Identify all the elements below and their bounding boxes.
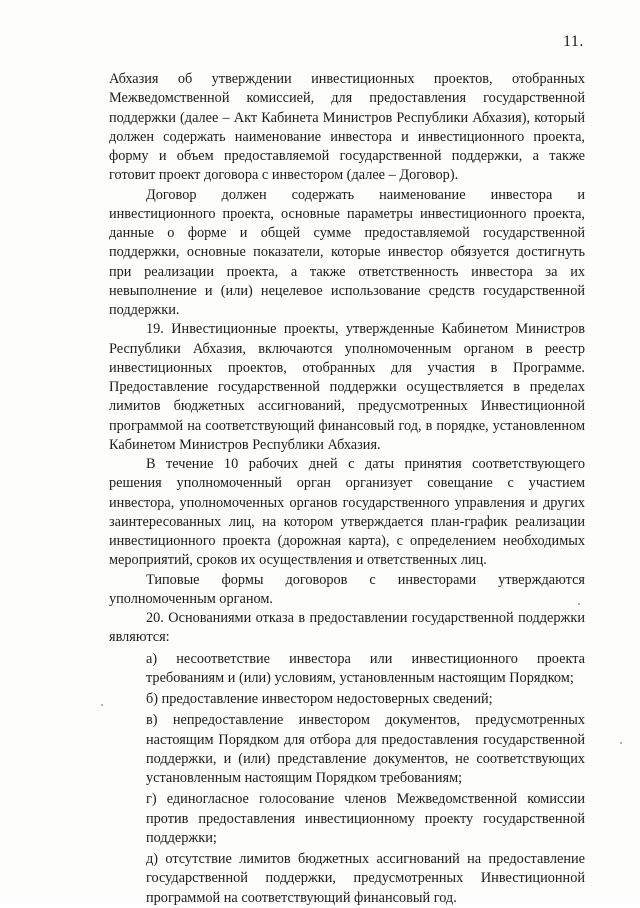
scan-speck (578, 603, 580, 605)
list-item-v: в) непредоставление инвестором документов, предусмотренных настоящим Порядком для отбора для предоставления государственной поддержки, и (или) представление документов, не соответствующих установленным настоящим Порядком требованиям; (146, 712, 585, 786)
paragraph-contract-contents: Договор должен содержать наименование инвестора и инвестиционного проекта, основные параметры инвестиционного проекта, данные о форме и общей сумме предоставляемой государственной поддержки, основные показатели, которые инвестор обязуется достигнуть при реализации проекта, а также ответственность инвестора за их невыполнение и (или) нецелевое использование средств государственной поддержки. (109, 186, 585, 318)
paragraph-clause-19: 19. Инвестиционные проекты, утвержденные Кабинетом Министров Республики Абхазия, включаются уполномоченным органом в реестр инвестиционных проектов, отобранных для участия в Программе. Предоставление государственной поддержки осуществляется в пределах лимитов бюджетных ассигнований, предусмотренных Инвестиционной программой на соответствующий финансовый год, в порядке, установленном Кабинетом Министров Республики Абхазия. (109, 321, 585, 453)
paragraph-meeting: В течение 10 рабочих дней с даты принятия соответствующего решения уполномоченный орган организует совещание с участием инвестора, уполномоченных органов государственного управления и других заинтересованных лиц, на котором утверждается план-график реализации инвестиционного проекта (дорожная карта), с определением необходимых мероприятий, сроков их осуществления и ответственных лиц. (109, 456, 585, 569)
list-item-d: д) отсутствие лимитов бюджетных ассигнований на предоставление государственной поддержки, предусмотренных Инвестиционной программой на соответствующий финансовый год. (146, 851, 585, 906)
paragraph-standard-forms: Типовые формы договоров с инвесторами утверждаются уполномоченным органом. (109, 571, 585, 607)
list-item-g: г) единогласное голосование членов Межведомственной комиссии против предоставления инвестиционному проекту государственной поддержки; (146, 791, 585, 846)
paragraph-continuation: Абхазия об утверждении инвестиционных проектов, отобранных Межведомственной комиссией, для предоставления государственной поддержки (далее – Акт Кабинета Министров Республики Абхазия), который должен содержать наименование инвестора и инвестиционного проекта, форму и объем предоставляемой государственной поддержки, а также готовит проект договора с инвестором (далее – Договор). (109, 71, 585, 184)
list-item-b: б) предоставление инвестором недостоверных сведений; (146, 691, 493, 707)
scan-speck (101, 704, 103, 706)
scan-speck (620, 742, 622, 744)
paragraph-clause-20: 20. Основаниями отказа в предоставлении государственной поддержки являются: (109, 610, 585, 646)
page-number: 11. (563, 33, 584, 50)
list-item-a: а) несоответствие инвестора или инвестиционного проекта требованиям и (или) условиям, установленным настоящим Порядком; (146, 650, 585, 686)
document-body (109, 70, 585, 908)
